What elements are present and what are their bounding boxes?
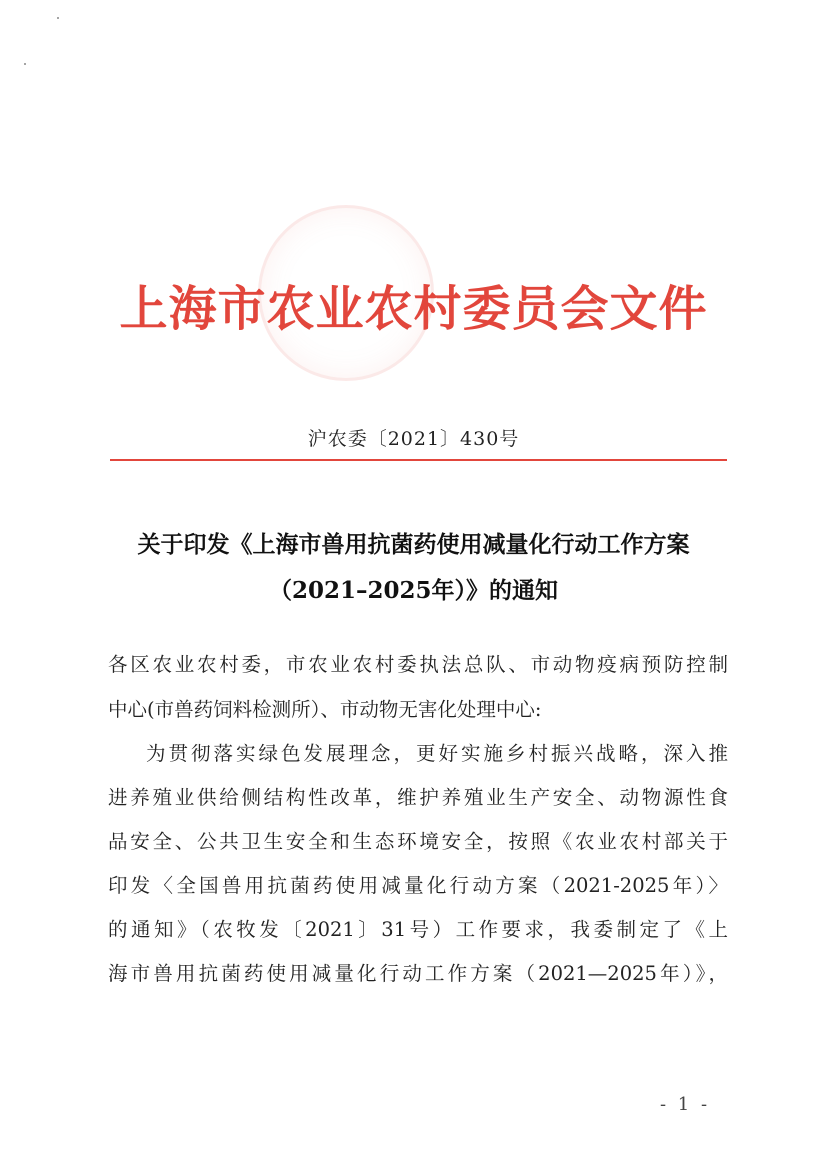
body-line: 印发〈全国兽用抗菌药使用减量化行动方案（2021-2025年）〉 [108, 874, 728, 897]
red-divider-line [110, 459, 727, 461]
scan-speck [57, 17, 59, 19]
document-number: 沪农委〔2021〕430号 [307, 428, 520, 450]
body-line: 进养殖业供给侧结构性改革，维护养殖业生产安全、动物源性食 [108, 786, 728, 809]
body-line: 各区农业农村委，市农业农村委执法总队、市动物疫病预防控制 [108, 653, 728, 676]
document-title-line-2: （2021–2025年）》的通知 [268, 577, 559, 604]
issuing-authority-title: 上海市农业农村委员会文件 [119, 281, 708, 337]
body-line: 的通知》（农牧发〔2021〕31号）工作要求，我委制定了《上 [108, 918, 728, 941]
page-number: - 1 - [660, 1094, 711, 1115]
body-line: 中心(市兽药饲料检测所）、市动物无害化处理中心: [108, 698, 542, 721]
body-line: 为贯彻落实绿色发展理念，更好实施乡村振兴战略，深入推 [146, 742, 728, 765]
body-line: 海市兽用抗菌药使用减量化行动工作方案（2021—2025年）》， [108, 962, 728, 985]
scan-speck [24, 63, 26, 65]
body-line: 品安全、公共卫生安全和生态环境安全，按照《农业农村部关于 [108, 830, 728, 853]
document-title-line-1: 关于印发《上海市兽用抗菌药使用减量化行动工作方案 [137, 531, 690, 558]
